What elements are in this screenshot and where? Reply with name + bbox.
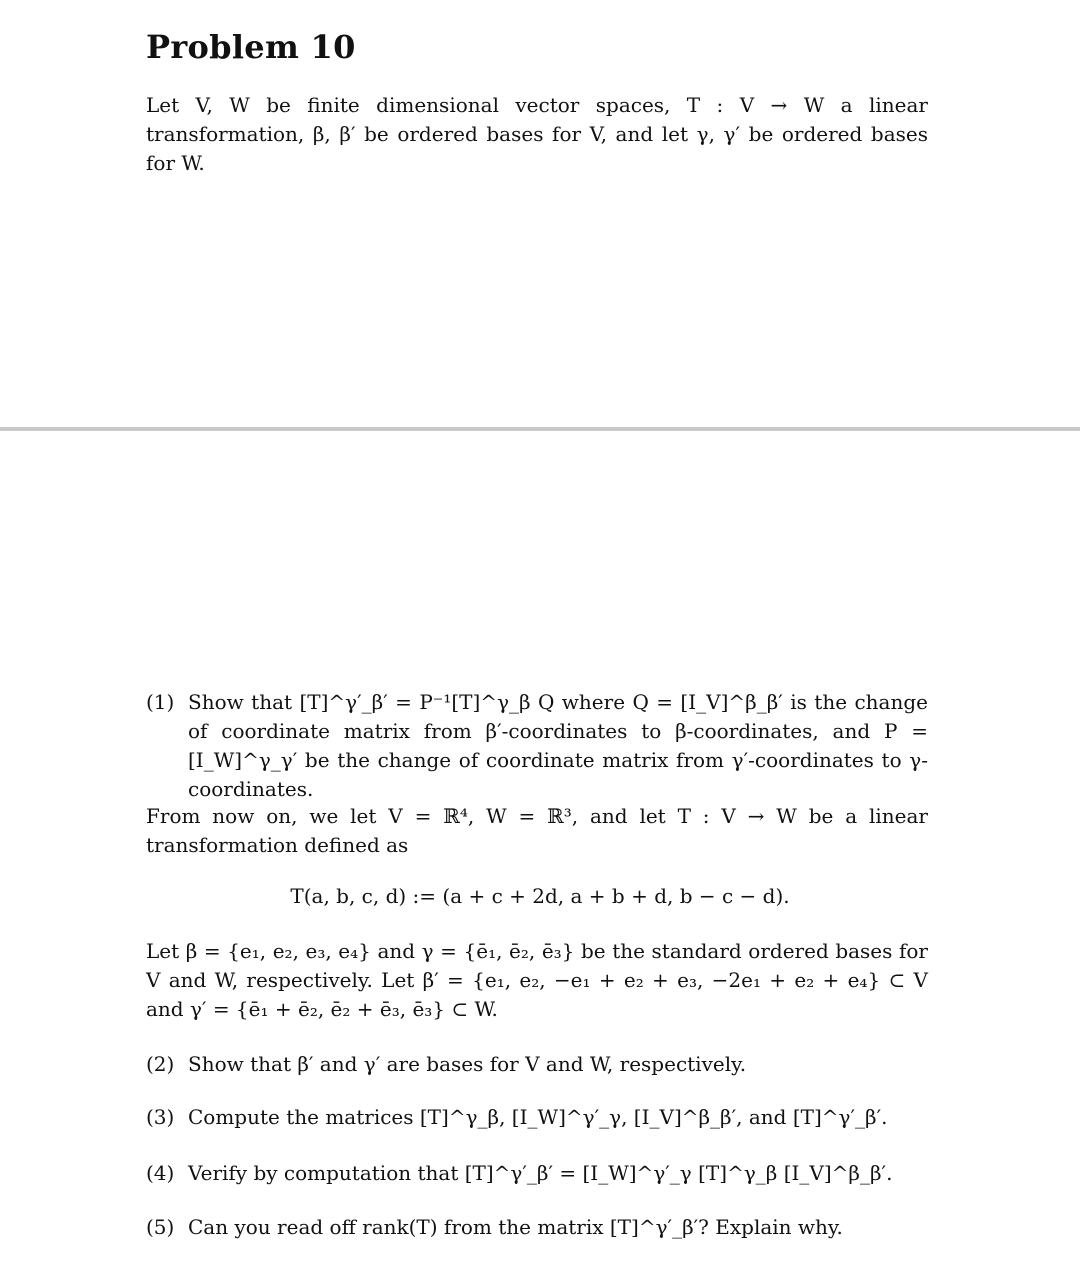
question-2 <box>146 1050 928 1079</box>
question-2-number: (2) <box>146 1052 175 1076</box>
definition-paragraph: From now on, we let V = ℝ⁴, W = ℝ³, and let T : V → W be a linear transformation defined as <box>146 804 928 857</box>
question-4-number: (4) <box>146 1161 175 1185</box>
question-3 <box>146 1103 928 1132</box>
transformation-formula: T(a, b, c, d) := (a + c + 2d, a + b + d, b − c − d). <box>290 884 790 908</box>
question-3-text: Compute the matrices [T]^γ_β, [I_W]^γ′_γ, [I_V]^β_β′, and [T]^γ′_β′. <box>188 1105 888 1129</box>
page-divider <box>0 427 1080 431</box>
intro-paragraph: Let V, W be finite dimensional vector spaces, T : V → W a linear transformation, β, β′ be ordered bases for V, and let γ, γ′ be ordered bases for W. <box>146 93 928 175</box>
question-5-number: (5) <box>146 1215 175 1239</box>
problem-title: Problem 10 <box>146 28 356 66</box>
question-5-text: Can you read off rank(T) from the matrix [T]^γ′_β′? Explain why. <box>188 1215 843 1239</box>
question-4 <box>146 1159 928 1188</box>
question-1-number: (1) <box>146 690 175 714</box>
bases-paragraph: Let β = {e₁, e₂, e₃, e₄} and γ = {ē₁, ē₂, ē₃} be the standard ordered bases for V and W, respectively. Let β′ = {e₁, e₂, −e₁ + e₂ + e₃, −2e₁ + e₂ + e₄} ⊂ V and γ′ = {ē₁ + ē₂, ē₂ + ē₃, ē₃} ⊂ W. <box>146 939 928 1021</box>
question-4-text: Verify by computation that [T]^γ′_β′ = [I_W]^γ′_γ [T]^γ_β [I_V]^β_β′. <box>188 1161 893 1185</box>
question-1 <box>146 688 928 804</box>
question-2-text: Show that β′ and γ′ are bases for V and W, respectively. <box>188 1052 747 1076</box>
question-1-text: Show that [T]^γ′_β′ = P⁻¹[T]^γ_β Q where Q = [I_V]^β_β′ is the change of coordinate matrix from β′-coordinates to β-coordinates, and P = [I_W]^γ_γ′ be the change of coordinate matrix from γ′-coordinates to γ-coordinates. <box>188 690 928 801</box>
question-3-number: (3) <box>146 1105 175 1129</box>
question-5 <box>146 1213 928 1242</box>
